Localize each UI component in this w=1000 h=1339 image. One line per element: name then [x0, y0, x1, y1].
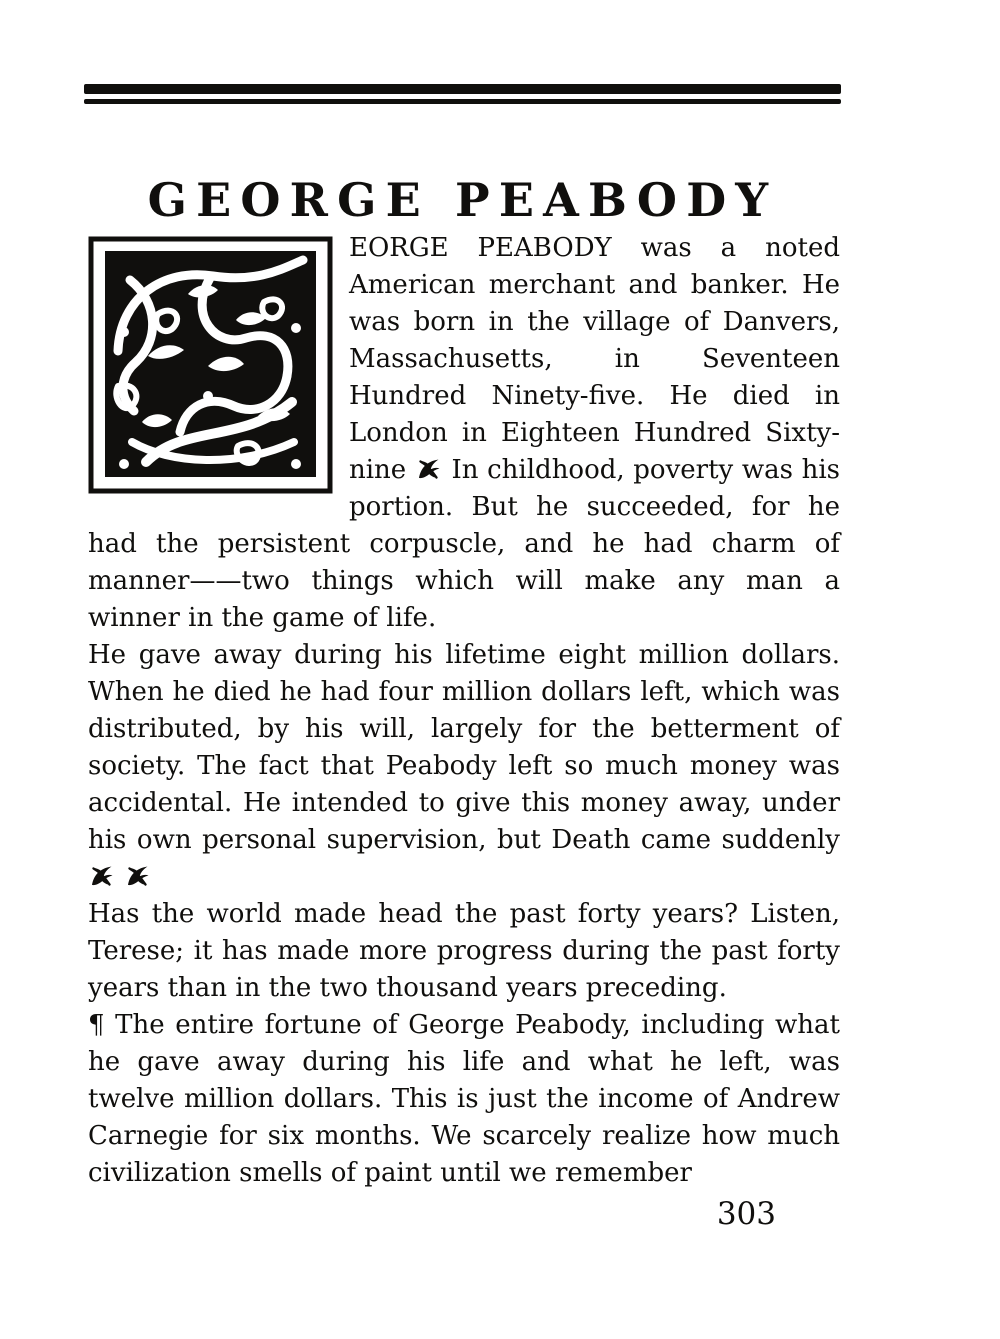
drop-cap-ornament-G: [88, 236, 333, 494]
paragraph: Has the world made head the past forty years? Listen, Terese; it has made more progress during the past forty years than in the two thousand years preceding.: [88, 899, 840, 1003]
header-rule-thick: [84, 84, 841, 94]
fleuron-icon: [126, 864, 150, 888]
page-title: GEORGE PEABODY: [147, 172, 778, 227]
page-number: 303: [716, 1196, 776, 1232]
fleuron-icon: [90, 864, 114, 888]
paragraph: He gave away during his lifetime eight million dollars. When he died he had four million dollars left, which was distributed, by his will, largely for the betterment of society. The fact that Peabody left so much money was accidental. He intended to give this money away, under his own personal supervision, but Death came suddenly: [88, 637, 840, 896]
paragraph: EORGE PEABODY was a noted American merchant and banker. He was born in the village of Danvers, Massachusetts, in Seventeen Hundred Ninety-five. He died in London in Eighteen Hundred Sixty-nine In childhood, poverty was his portion. But he succeeded, for he had the persistent corpuscle, and he had charm of manner——two things which will make any man a winner in the game of life.: [88, 233, 840, 633]
header-rule-thin: [84, 99, 841, 104]
paragraph: ¶ The entire fortune of George Peabody, including what he gave away during his life and what he left, was twelve million dollars. This is just the income of Andrew Carnegie for six months. We scarcely realize how much civilization smells of paint until we remember: [88, 1010, 840, 1188]
content-column: [88, 230, 840, 1192]
fleuron-icon: [417, 457, 441, 481]
